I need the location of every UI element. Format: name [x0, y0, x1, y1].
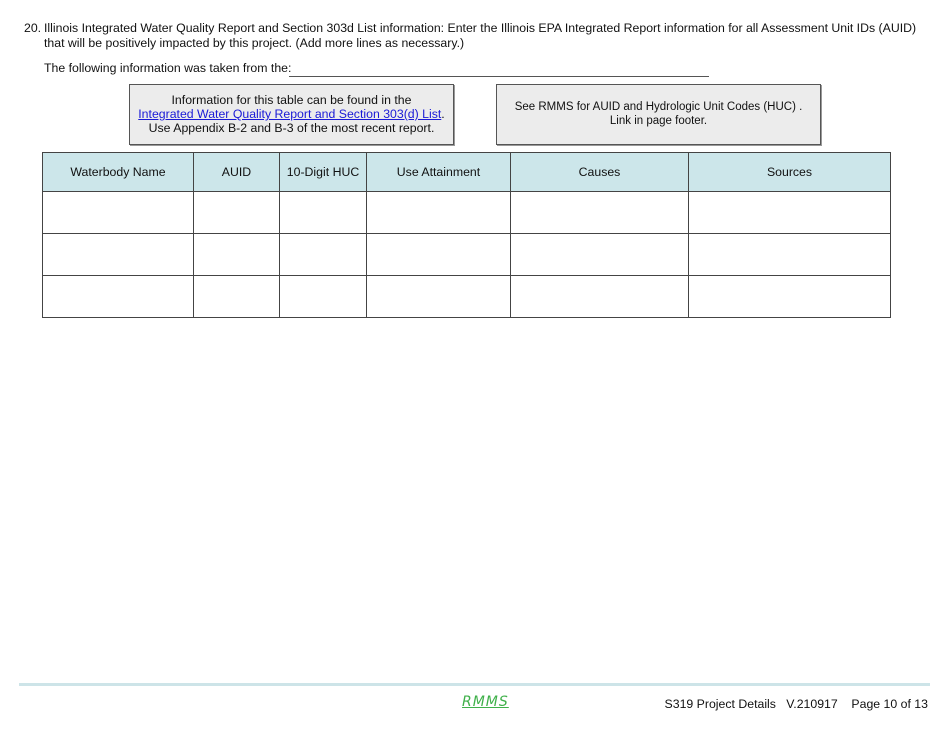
header-sources: Sources: [689, 153, 891, 192]
info-box-link-suffix: .: [441, 107, 445, 121]
table-row: [43, 276, 891, 318]
cell-causes[interactable]: [511, 192, 689, 234]
cell-waterbody-name[interactable]: [43, 234, 194, 276]
footer-divider: [19, 683, 930, 686]
header-causes: Causes: [511, 153, 689, 192]
info-box-line1: Information for this table can be found in the: [171, 93, 412, 107]
cell-huc[interactable]: [280, 234, 367, 276]
cell-use-attainment[interactable]: [367, 234, 511, 276]
cell-waterbody-name[interactable]: [43, 192, 194, 234]
question-number: 20.: [24, 21, 42, 35]
header-huc: 10-Digit HUC: [280, 153, 367, 192]
rmms-link[interactable]: RMMS: [462, 694, 509, 710]
cell-causes[interactable]: [511, 234, 689, 276]
info-box-line2: [130, 107, 453, 121]
cell-auid[interactable]: [194, 276, 280, 318]
info-box-line3: Use Appendix B-2 and B-3 of the most recent report.: [148, 121, 435, 135]
cell-causes[interactable]: [511, 276, 689, 318]
rmms-info-box: [496, 84, 821, 145]
table-row: [43, 192, 891, 234]
cell-auid[interactable]: [194, 192, 280, 234]
cell-auid[interactable]: [194, 234, 280, 276]
cell-sources[interactable]: [689, 276, 891, 318]
cell-sources[interactable]: [689, 192, 891, 234]
taken-from-field[interactable]: [289, 76, 709, 77]
question-text: Illinois Integrated Water Quality Report and Section 303d List information: Enter the Illinois EPA Integrated Report information for all Assessment Unit IDs (AUID) that will be positively impacted by this project. (Add more lines as necessary.): [44, 21, 917, 50]
table-header-row: [43, 153, 891, 192]
taken-from-label: The following information was taken from the:: [44, 61, 292, 75]
footer-info: [665, 697, 928, 711]
footer-version: V.210917: [786, 697, 838, 711]
header-auid: AUID: [194, 153, 280, 192]
footer-doc-title: S319 Project Details: [664, 697, 776, 711]
footer-page-number: Page 10 of 13: [851, 697, 928, 711]
rmms-box-line2: Link in page footer.: [609, 115, 708, 127]
header-waterbody-name: Waterbody Name: [43, 153, 194, 192]
info-box: [129, 84, 454, 145]
rmms-box-line1: See RMMS for AUID and Hydrologic Unit Codes (HUC) .: [514, 101, 803, 113]
cell-use-attainment[interactable]: [367, 276, 511, 318]
cell-huc[interactable]: [280, 276, 367, 318]
cell-use-attainment[interactable]: [367, 192, 511, 234]
header-use-attainment: Use Attainment: [367, 153, 511, 192]
waterbody-table: [42, 152, 891, 318]
cell-huc[interactable]: [280, 192, 367, 234]
cell-waterbody-name[interactable]: [43, 276, 194, 318]
cell-sources[interactable]: [689, 234, 891, 276]
integrated-report-link[interactable]: Integrated Water Quality Report and Section 303(d) List: [138, 107, 442, 121]
table-row: [43, 234, 891, 276]
question-20: [24, 21, 929, 51]
